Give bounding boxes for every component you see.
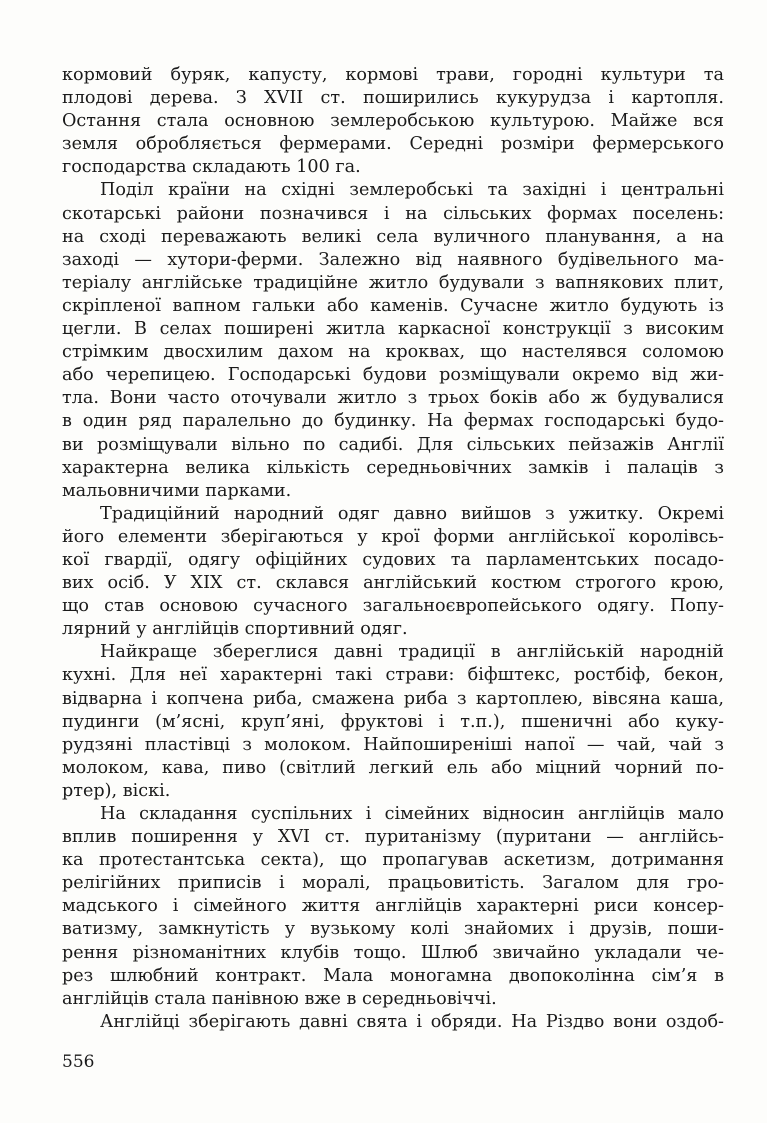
paragraph: [62, 64, 724, 179]
paragraph: [62, 803, 724, 1011]
text-line: мадського і сімейного життя англійців характерні риси консер-: [62, 896, 724, 917]
text-line: Поділ країни на східні землеробські та західні і центральні: [100, 180, 724, 201]
text-line: ви розміщували вільно по садибі. Для сільських пейзажів Англії: [62, 434, 724, 455]
paragraph: [62, 1011, 724, 1034]
body-text: [62, 64, 724, 1034]
text-line: скріпленої вапном гальки або каменів. Сучасне житло будують із: [62, 295, 724, 316]
text-line: рудзяні пластівці з молоком. Найпоширеніші напої — чай, чай з: [62, 734, 724, 755]
text-line: ватизму, замкнутість у вузькому колі знайомих і друзів, поши-: [62, 919, 724, 940]
text-line: мальовничими парками.: [62, 480, 292, 501]
text-line: лярний у англійців спортивний одяг.: [62, 619, 408, 640]
text-line: кої гвардії, одягу офіційних судових та парламентських посадо-: [62, 549, 724, 570]
text-line: характерна велика кількість середньовічних замків і палаців з: [62, 457, 724, 478]
text-line: релігійних приписів і моралі, працьовитість. Загалом для гро-: [62, 873, 724, 894]
text-line: відварна і копчена риба, смажена риба з картоплею, вівсяна каша,: [62, 688, 724, 709]
text-line: на сході переважають великі села вуличного планування, а на: [62, 226, 724, 247]
text-line: англійців стала панівною вже в середньовіччі.: [62, 988, 497, 1009]
text-line: тла. Вони часто оточували житло з трьох боків або ж будувалися: [62, 388, 724, 409]
text-line: теріалу англійське традиційне житло будували з вапнякових плит,: [62, 272, 724, 293]
text-line: рення різноманітних клубів тощо. Шлюб звичайно укладали че-: [62, 942, 724, 963]
text-line: земля обробляється фермерами. Середні розміри фермерського: [62, 134, 724, 155]
text-line: ка протестантська секта), що пропагував аскетизм, дотримання: [62, 850, 724, 871]
text-line: вих осіб. У XIX ст. склався англійський костюм строгого крою,: [62, 573, 724, 594]
text-line: Остання стала основною землеробською культурою. Майже вся: [62, 111, 724, 132]
text-line: кормовий буряк, капусту, кормові трави, городні культури та: [62, 65, 724, 85]
text-line: господарства складають 100 га.: [62, 157, 361, 178]
text-line: в один ряд паралельно до будинку. На фермах господарські будо-: [62, 411, 724, 432]
text-line: або черепицею. Господарські будови розміщували окремо від жи-: [62, 365, 724, 386]
text-line: ртер), віскі.: [62, 780, 171, 801]
text-line: Найкраще збереглися давні традиції в англійській народній: [100, 642, 724, 663]
text-line: плодові дерева. З XVII ст. поширились кукурудза і картопля.: [62, 88, 724, 109]
paragraph: [62, 179, 724, 502]
text-line: рез шлюбний контракт. Мала моногамна двопоколінна сім’я в: [62, 965, 724, 986]
text-line: кухні. Для неї характерні такі страви: біфштекс, ростбіф, бекон,: [62, 665, 724, 686]
text-line: пудинги (м’ясні, круп’яні, фруктові і т.п.), пшеничні або куку-: [62, 711, 724, 732]
text-line: молоком, кава, пиво (світлий легкий ель або міцний чорний по-: [62, 757, 724, 778]
paragraph: [62, 641, 724, 803]
text-line: скотарські райони позначився і на сільських формах поселень:: [62, 203, 724, 224]
text-line: заході — хутори-ферми. Залежно від наявного будівельного ма-: [62, 249, 724, 270]
page-number: 556: [62, 1052, 95, 1072]
text-line: вплив поширення у XVI ст. пуританізму (пуритани — англійсь-: [62, 827, 724, 848]
text-line: що став основою сучасного загальноєвропейського одягу. Попу-: [62, 596, 724, 617]
text-line: Англійці зберігають давні свята і обряди. На Різдво вони оздоб-: [100, 1011, 724, 1032]
text-line: На складання суспільних і сімейних відносин англійців мало: [100, 804, 724, 824]
paragraph: [62, 503, 724, 642]
text-line: стрімким двосхилим дахом на кроквах, що настелявся соломою: [62, 342, 724, 363]
text-line: цегли. В селах поширені житла каркасної конструкції з високим: [62, 319, 724, 340]
text-line: Традиційний народний одяг давно вийшов з ужитку. Окремі: [100, 503, 724, 524]
text-line: його елементи зберігаються у крої форми англійської королівсь-: [62, 526, 724, 547]
